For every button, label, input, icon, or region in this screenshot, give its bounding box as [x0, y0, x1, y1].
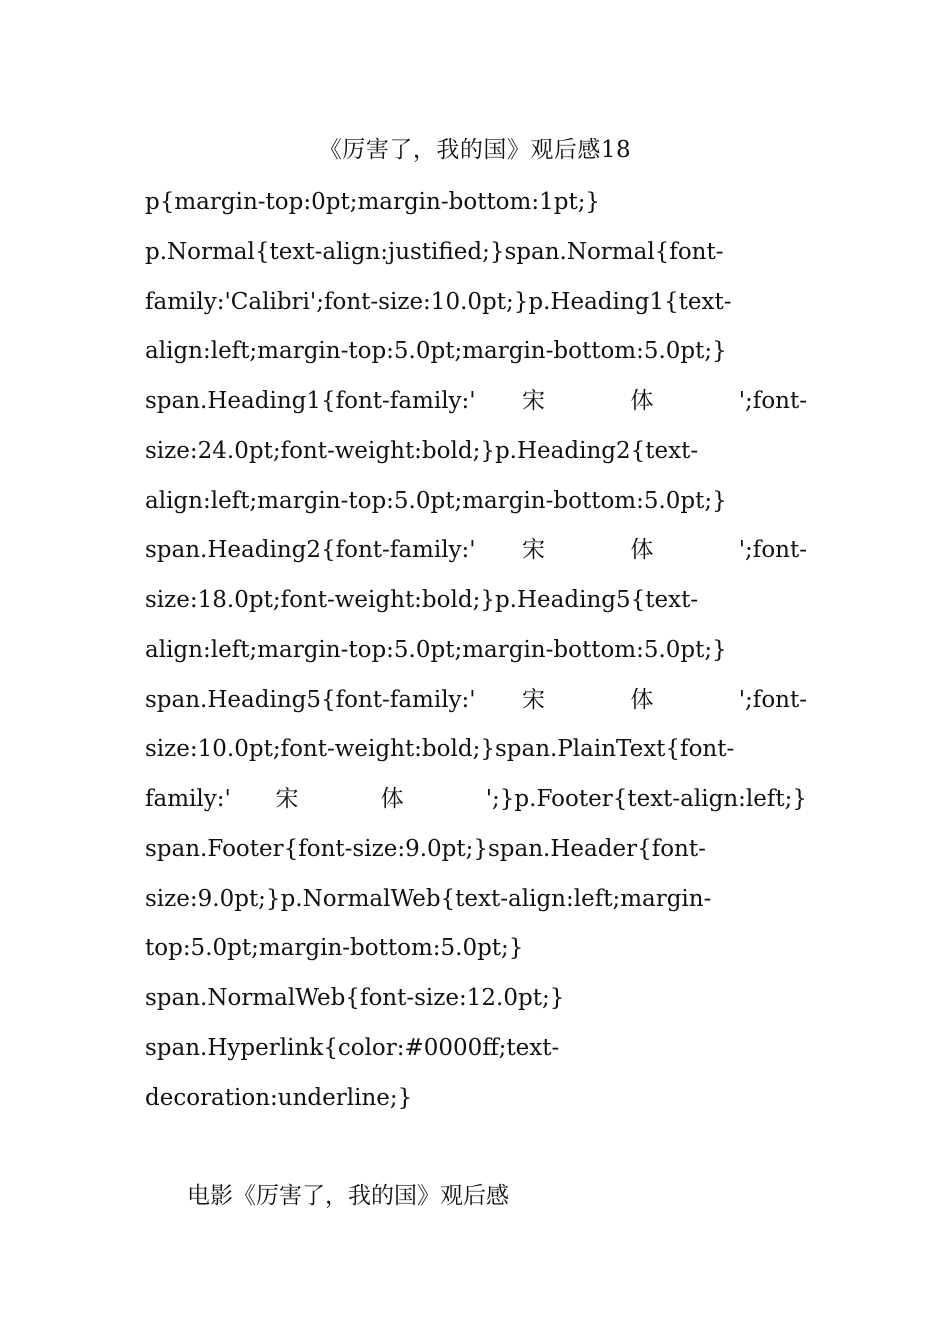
css-line: span.Heading1{font-family:' 宋 体 ';font- — [145, 388, 807, 414]
css-line: span.NormalWeb{font-size:12.0pt;} — [145, 985, 565, 1011]
css-line: align:left;margin-top:5.0pt;margin-bottom:5.0pt;} — [145, 636, 727, 663]
css-line: span.Hyperlink{color:#0000ff;text- — [145, 1034, 560, 1061]
css-line: span.Heading5{font-family:' 宋 体 ';font- — [145, 686, 807, 713]
css-line: size:24.0pt;font-weight:bold;}p.Heading2{text- — [145, 437, 699, 464]
css-line: family:' 宋 体 ';}p.Footer{text-align:left;} — [145, 786, 807, 812]
css-text-block — [145, 178, 807, 1123]
css-line: family:'Calibri';font-size:10.0pt;}p.Heading1{text- — [145, 288, 732, 315]
css-line: align:left;margin-top:5.0pt;margin-bottom:5.0pt;} — [145, 338, 727, 365]
css-line: span.Heading2{font-family:' 宋 体 ';font- — [145, 537, 807, 564]
css-line: span.Footer{font-size:9.0pt;}span.Header{font- — [145, 835, 706, 862]
css-line: p{margin-top:0pt;margin-bottom:1pt;} — [145, 189, 601, 215]
document-title: 《厉害了，我的国》观后感18 — [318, 137, 632, 163]
css-line: size:18.0pt;font-weight:bold;}p.Heading5{text- — [145, 587, 699, 613]
article-subtitle: 电影《厉害了，我的国》观后感 — [187, 1183, 509, 1209]
css-line: size:9.0pt;}p.NormalWeb{text-align:left;margin- — [145, 885, 712, 912]
css-line: decoration:underline;} — [145, 1084, 413, 1111]
css-line: top:5.0pt;margin-bottom:5.0pt;} — [145, 935, 524, 962]
css-line: size:10.0pt;font-weight:bold;}span.PlainText{font- — [145, 736, 735, 763]
css-line: p.Normal{text-align:justified;}span.Normal{font- — [145, 238, 724, 265]
css-line: align:left;margin-top:5.0pt;margin-bottom:5.0pt;} — [145, 487, 727, 514]
